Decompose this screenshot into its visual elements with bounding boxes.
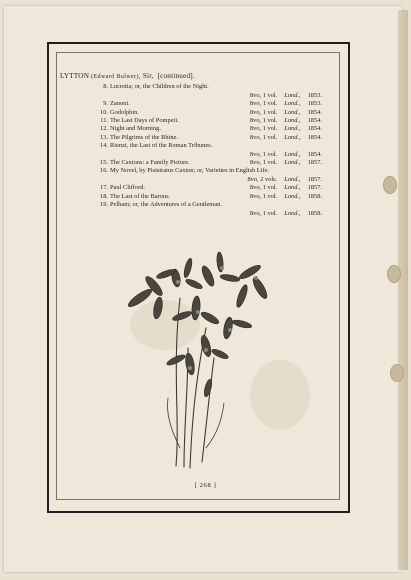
entry-format: 8vo, 1 vol.	[249, 192, 278, 200]
bibliography-entry	[60, 193, 322, 201]
entry-place: Lond.,	[284, 150, 301, 158]
bibliography-entry	[60, 142, 322, 159]
entry-format: 8vo, 1 vol.	[249, 108, 278, 116]
entry-publication	[250, 109, 322, 117]
entry-year: 1857.	[307, 159, 322, 167]
bibliography-list	[60, 72, 322, 218]
entry-publication	[110, 151, 322, 159]
entry-number: 18.	[100, 192, 108, 200]
bibliography-entry	[60, 83, 322, 100]
entry-title: Lucretia; or, the Children of the Night.	[110, 83, 209, 91]
bibliography-entry	[60, 100, 322, 108]
pressed-orchid-flower-icon	[110, 238, 290, 470]
continued-label: [continued].	[157, 72, 195, 80]
entry-title: The Caxtons: a Family Picture.	[110, 159, 190, 167]
entry-place: Lond.,	[284, 91, 301, 99]
bibliography-entry	[60, 167, 322, 184]
entry-publication	[110, 176, 322, 184]
entry-year: 1854.	[307, 150, 322, 158]
entry-number: 14.	[100, 142, 108, 150]
page-number: [ 268 ]	[194, 482, 217, 489]
entry-format: 8vo, 1 vol.	[249, 209, 278, 217]
entry-year: 1858.	[307, 192, 322, 200]
entry-publication	[250, 117, 322, 125]
entry-place: Lond.,	[284, 117, 301, 125]
entry-number: 11.	[100, 117, 108, 125]
entry-publication	[250, 134, 322, 142]
entry-title: My Novel, by Pisistratus Caxton; or, Varieties in English Life.	[110, 167, 270, 175]
bibliography-entry	[60, 159, 322, 167]
author-heading	[60, 72, 322, 81]
entry-title: Night and Morning.	[110, 125, 161, 133]
entry-title: Rienzi, the Last of the Roman Tribunes.	[110, 142, 213, 150]
entry-publication	[250, 125, 322, 133]
entry-number: 8.	[103, 83, 108, 91]
bibliography-entry	[60, 109, 322, 117]
entries-container	[60, 83, 322, 218]
bibliography-entry	[60, 184, 322, 192]
bibliography-entry	[60, 125, 322, 133]
entry-year: 1857.	[307, 184, 322, 192]
entry-title: Godolphin.	[110, 108, 139, 116]
entry-title: The Last Days of Pompeii.	[110, 117, 179, 125]
entry-publication	[250, 100, 322, 108]
entry-place: Lond.,	[284, 125, 301, 133]
entry-format: 8vo, 1 vol.	[249, 150, 278, 158]
entry-publication	[250, 159, 322, 167]
entry-place: Lond.,	[284, 209, 301, 217]
entry-year: 1854.	[307, 108, 322, 116]
entry-place: Lond.,	[284, 175, 301, 183]
entry-year: 1858.	[307, 209, 322, 217]
entry-number: 15.	[100, 159, 108, 167]
entry-format: 8vo, 1 vol.	[249, 184, 278, 192]
bibliography-entry	[60, 117, 322, 125]
entry-format: 8vo, 2 vols.	[247, 175, 278, 183]
entry-publication	[110, 92, 322, 100]
entry-place: Lond.,	[284, 159, 301, 167]
author-forenames: (Edward Bulwer),	[91, 74, 141, 80]
entry-number: 13.	[100, 133, 108, 141]
entry-format: 8vo, 1 vol.	[249, 159, 278, 167]
bibliography-entry	[60, 201, 322, 218]
entry-number: 10.	[100, 108, 108, 116]
entry-format: 8vo, 1 vol.	[249, 117, 278, 125]
entry-year: 1854.	[307, 117, 322, 125]
entry-year: 1853.	[307, 91, 322, 99]
entry-title: Paul Clifford.	[110, 184, 146, 192]
entry-format: 8vo, 1 vol.	[249, 100, 278, 108]
entry-number: 12.	[100, 125, 108, 133]
entry-title: Zanoni.	[110, 100, 130, 108]
entry-year: 1854.	[307, 125, 322, 133]
entry-format: 8vo, 1 vol.	[249, 133, 278, 141]
entry-year: 1853.	[307, 100, 322, 108]
entry-year: 1857.	[307, 175, 322, 183]
entry-number: 19.	[100, 201, 108, 209]
entry-number: 16.	[100, 167, 108, 175]
bibliography-entry	[60, 134, 322, 142]
entry-title: Pelham; or, the Adventures of a Gentleman.	[110, 201, 222, 209]
binding-hole	[387, 265, 401, 283]
binding-hole	[383, 176, 397, 194]
entry-place: Lond.,	[284, 133, 301, 141]
entry-publication	[250, 193, 322, 201]
author-title: Sir,	[142, 72, 154, 80]
entry-place: Lond.,	[284, 108, 301, 116]
entry-title: The Last of the Barons.	[110, 192, 171, 200]
entry-place: Lond.,	[284, 184, 301, 192]
author-surname: LYTTON	[60, 72, 90, 80]
entry-place: Lond.,	[284, 100, 301, 108]
binding-hole	[390, 364, 404, 382]
entry-title: The Pilgrims of the Rhine.	[110, 133, 178, 141]
entry-number: 17.	[100, 184, 108, 192]
entry-year: 1854.	[307, 133, 322, 141]
entry-publication	[250, 184, 322, 192]
entry-format: 8vo, 1 vol.	[249, 125, 278, 133]
entry-format: 8vo, 1 vol.	[249, 91, 278, 99]
entry-number: 9.	[103, 100, 108, 108]
entry-publication	[110, 210, 322, 218]
entry-place: Lond.,	[284, 192, 301, 200]
